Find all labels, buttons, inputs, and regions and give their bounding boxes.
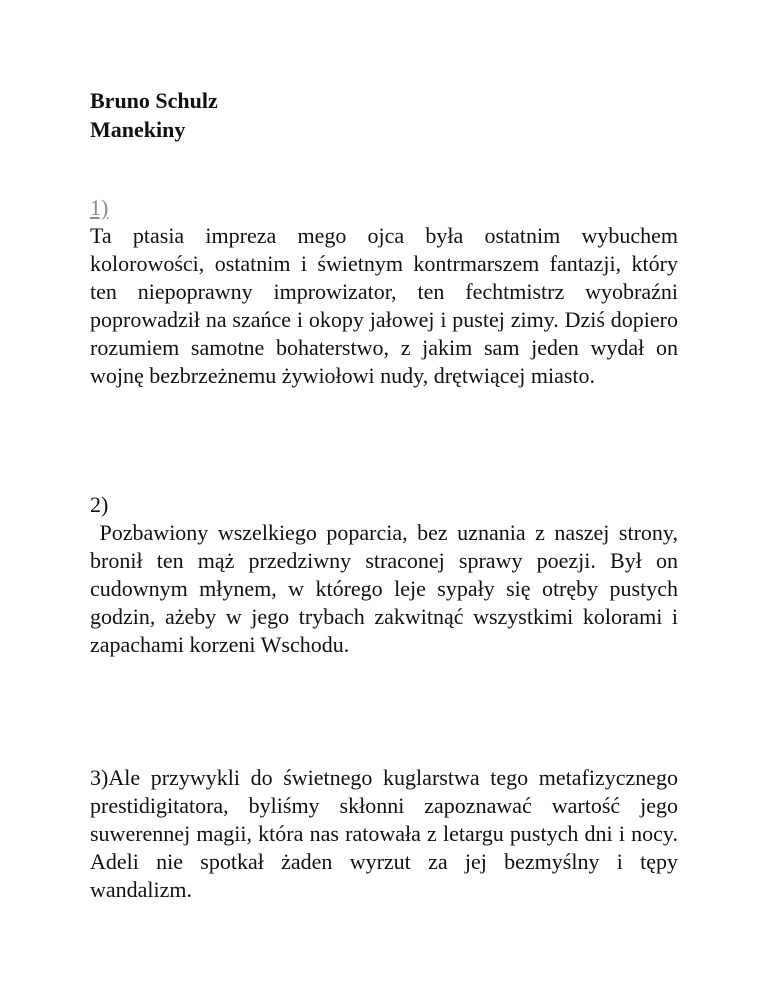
section-1-text: Ta ptasia impreza mego ojca była ostatnim wybuchem kolorowości, ostatnim i świetnym kontrmarszem fantazji, który ten niepoprawny improwizator, ten fechtmistrz wyobraźni poprowadził na szańce i okopy jałowej i pustej zimy. Dziś dopiero rozumiem samotne bohaterstwo, z jakim sam jeden wydał on wojnę bezbrzeżnemu żywiołowi nudy, drętwiącej miasto.: [90, 223, 678, 388]
section-3-number: 3): [90, 765, 109, 790]
section-2-number: 2): [90, 492, 109, 517]
section-2-text: Pozbawiony wszelkiego poparcia, bez uznania z naszej strony, bronił ten mąż przedziwny straconej sprawy poezji. Był on cudownym młynem, w którego leje sypały się otręby pustych godzin, ażeby w jego trybach zakwitnąć wszystkimi kolorami i zapachami korzeni Wschodu.: [90, 520, 684, 657]
section-1-number-link[interactable]: 1): [90, 195, 109, 220]
section-2: [90, 491, 684, 659]
section-3: [90, 764, 678, 904]
document-title: Manekiny: [90, 117, 186, 142]
section-3-paragraph: [90, 764, 678, 904]
section-1: [90, 194, 678, 390]
author-name: Bruno Schulz: [90, 88, 218, 113]
document-page: [90, 86, 684, 902]
section-3-text: Ale przywykli do świetnego kuglarstwa tego metafizycznego prestidigitatora, byliśmy skłonni zapoznawać wartość jego suwerennej magii, która nas ratowała z letargu pustych dni i nocy. Adeli nie spotkał żaden wyrzut za jej bezmyślny i tępy wandalizm.: [90, 765, 678, 902]
